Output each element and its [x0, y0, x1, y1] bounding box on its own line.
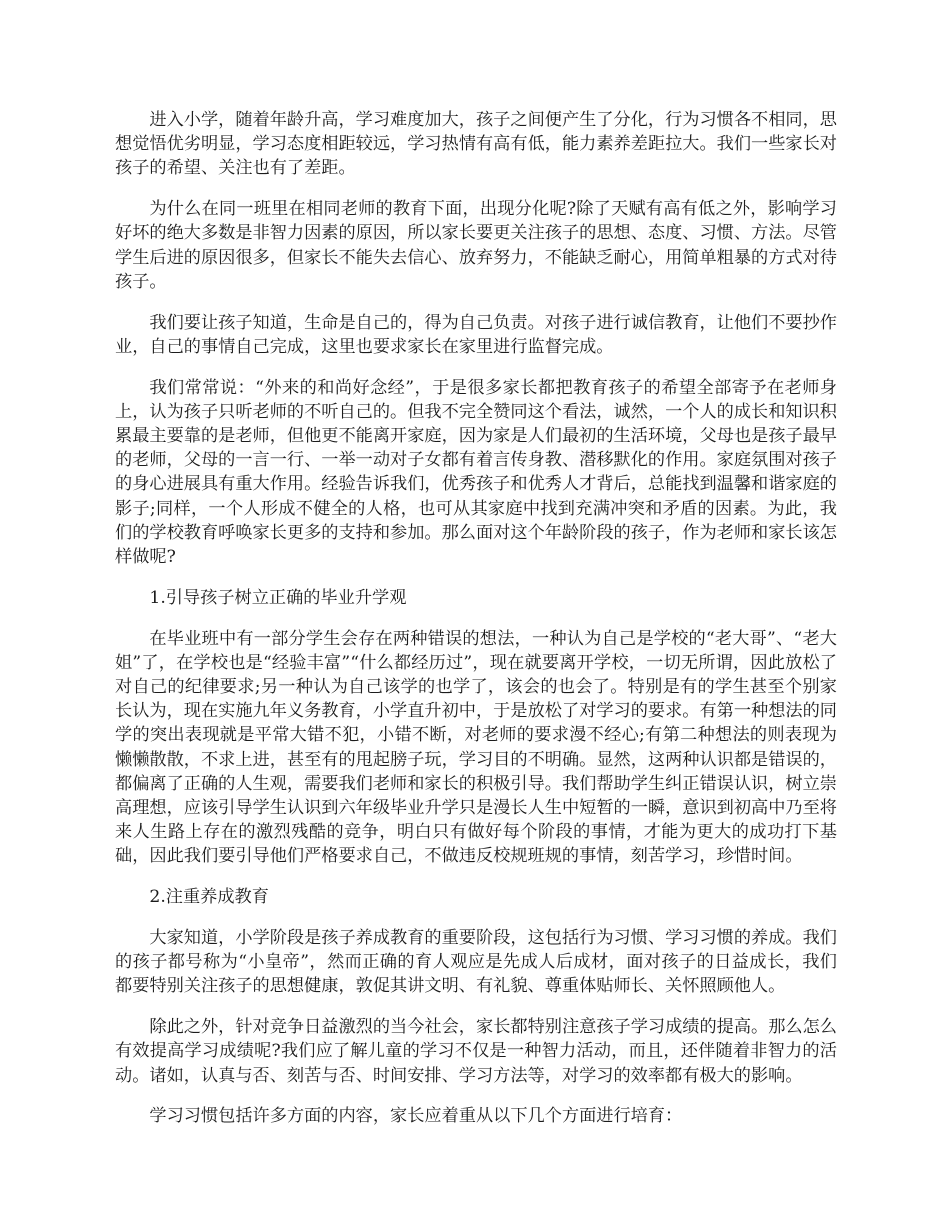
paragraph-graduation-view: 在毕业班中有一部分学生会存在两种错误的想法，一种认为自己是学校的“老大哥”、“老大姐”了，在学校也是“经验丰富”“什么都经历过”，现在就要离开学校，一切无所谓，因此放松了对自己的纪律要求;另一种认为自己该学的也学了，该会的也会了。特别是有的学生甚至个别家长认为，现在实施九年义务教育，小学直升初中，于是放松了对学习的要求。有第一种想法的同学的突出表现就是平常大错不犯，小错不断，对老师的要求漫不经心;有第二种想法的则表现为懒懒散散，不求上进，甚至有的甩起膀子玩，学习目的不明确。显然，这两种认识都是错误的，都偏离了正确的人生观，需要我们老师和家长的积极引导。我们帮助学生纠正错误认识，树立崇高理想，应该引导学生认识到六年级毕业升学只是漫长人生中短暂的一瞬，意识到初高中乃至将来人生路上存在的激烈残酷的竞争，明白只有做好每个阶段的事情，才能为更大的成功打下基础，因此我们要引导他们严格要求自己，不做违反校规班规的事情，刻苦学习，珍惜时间。 [115, 628, 837, 867]
paragraph-intro: 进入小学，随着年龄升高，学习难度加大，孩子之间便产生了分化，行为习惯各不相同，思想觉悟优劣明显，学习态度相距较远，学习热情有高有低，能力素养差距拉大。我们一些家长对孩子的希望、关注也有了差距。 [115, 110, 837, 179]
section-heading-1: 1.引导孩子树立正确的毕业升学观 [149, 587, 407, 608]
paragraph-habit-education: 大家知道，小学阶段是孩子养成教育的重要阶段，这包括行为习惯、学习习惯的养成。我们的孩子都号称为“小皇帝”，然而正确的育人观应是先成人后成材，面对孩子的日益成长，我们都要特别关注孩子的思想健康，敦促其讲文明、有礼貌、尊重体贴师长、关怀照顾他人。 [115, 928, 837, 997]
paragraph-family-role: 我们常常说：“外来的和尚好念经”，于是很多家长都把教育孩子的希望全部寄予在老师身上，认为孩子只听老师的不听自己的。但我不完全赞同这个看法，诚然，一个人的成长和知识积累最主要靠的是老师，但他更不能离开家庭，因为家是人们最初的生活环境，父母也是孩子最早的老师，父母的一言一行、一举一动对子女都有着言传身教、潜移默化的作用。家庭氛围对孩子的身心进展具有重大作用。经验告诉我们，优秀孩子和优秀人才背后，总能找到温馨和谐家庭的影子;同样，一个人形成不健全的人格，也可从其家庭中找到充满冲突和矛盾的因素。为此，我们的学校教育呼唤家长更多的支持和参加。那么面对这个年龄阶段的孩子，作为老师和家长该怎样做呢? [115, 377, 837, 568]
section-heading-2: 2.注重养成教育 [149, 887, 269, 908]
paragraph-study-habits: 学习习惯包括许多方面的内容，家长应着重从以下几个方面进行培育： [149, 1106, 683, 1127]
paragraph-differentiation: 为什么在同一班里在相同老师的教育下面，出现分化呢?除了天赋有高有低之外，影响学习好坏的绝大多数是非智力因素的原因，所以家长要更关注孩子的思想、态度、习惯、方法。尽管学生后进的原因很多，但家长不能失去信心、放弃努力，不能缺乏耐心，用简单粗暴的方式对待孩子。 [115, 199, 837, 292]
paragraph-responsibility: 我们要让孩子知道，生命是自己的，得为自己负责。对孩子进行诚信教育，让他们不要抄作业，自己的事情自己完成，这里也要求家长在家里进行监督完成。 [115, 312, 837, 357]
paragraph-study-results: 除此之外，针对竞争日益激烈的当今社会，家长都特别注意孩子学习成绩的提高。那么怎么有效提高学习成绩呢?我们应了解儿童的学习不仅是一种智力活动，而且，还伴随着非智力的活动。诸如，认真与否、刻苦与否、时间安排、学习方法等，对学习的效率都有极大的影响。 [115, 1017, 837, 1086]
document-body [115, 108, 837, 1145]
